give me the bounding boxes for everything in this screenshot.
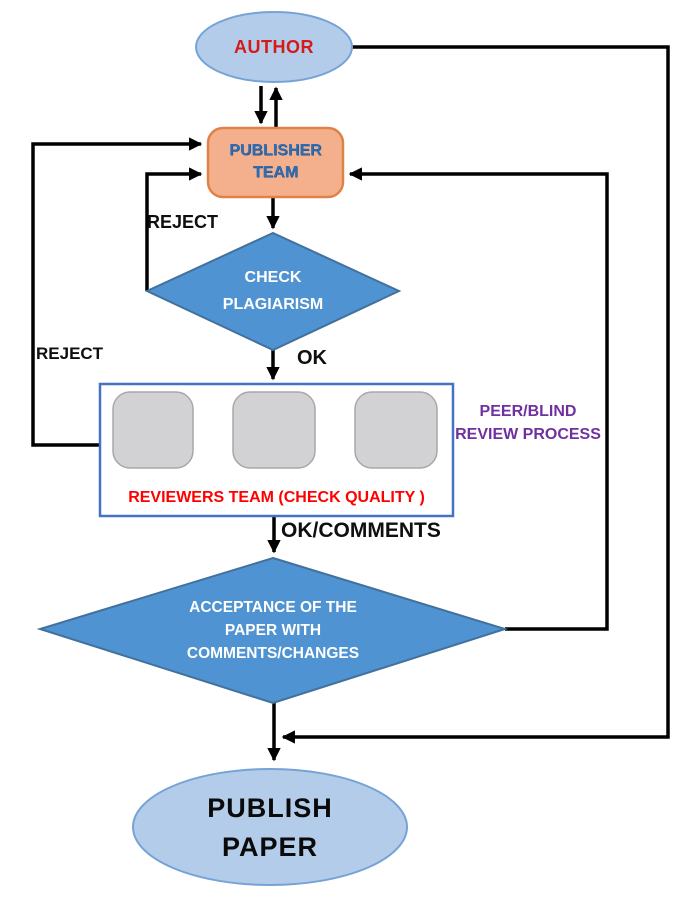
- publisher-label-line2: TEAM: [252, 164, 299, 181]
- reviewers-ok-comments-label: OK/COMMENTS: [281, 519, 441, 542]
- reviewer-slot-1: [113, 392, 193, 468]
- check-plagiarism-label: [173, 263, 373, 319]
- author-label-line: AUTHOR: [234, 36, 314, 57]
- publish-label-line2: PAPER: [221, 832, 319, 862]
- publisher-label-line1: PUBLISHER: [229, 142, 322, 159]
- acceptance-label-line3: COMMENTS/CHANGES: [186, 644, 360, 662]
- publisher-team-label: [208, 130, 343, 194]
- author-label: [199, 30, 349, 64]
- reviewers-reject-label: REJECT: [36, 344, 104, 363]
- reviewer-slot-2: [233, 392, 315, 468]
- acceptance-label-line2: PAPER WITH: [224, 621, 322, 639]
- peer-review-label: [438, 400, 618, 446]
- plagiarism-label-line1: CHECK: [244, 269, 302, 286]
- reviewers-caption-text: REVIEWERS TEAM (CHECK QUALITY ): [128, 489, 425, 507]
- publish-label-line1: PUBLISH: [207, 793, 333, 823]
- publish-paper-label: [150, 788, 390, 868]
- peer-note-line2: REVIEW PROCESS: [455, 426, 601, 443]
- reviewer-slot-3: [355, 392, 437, 468]
- plagiarism-label-line2: PLAGIARISM: [222, 296, 324, 313]
- reviewers-team-label: [102, 486, 451, 510]
- peer-note-line1: PEER/BLIND: [479, 403, 577, 420]
- acceptance-label-line1: ACCEPTANCE OF THE: [189, 598, 357, 616]
- plagiarism-reject-label: REJECT: [147, 212, 219, 232]
- acceptance-label: [143, 595, 403, 665]
- plagiarism-ok-label: OK: [297, 347, 327, 369]
